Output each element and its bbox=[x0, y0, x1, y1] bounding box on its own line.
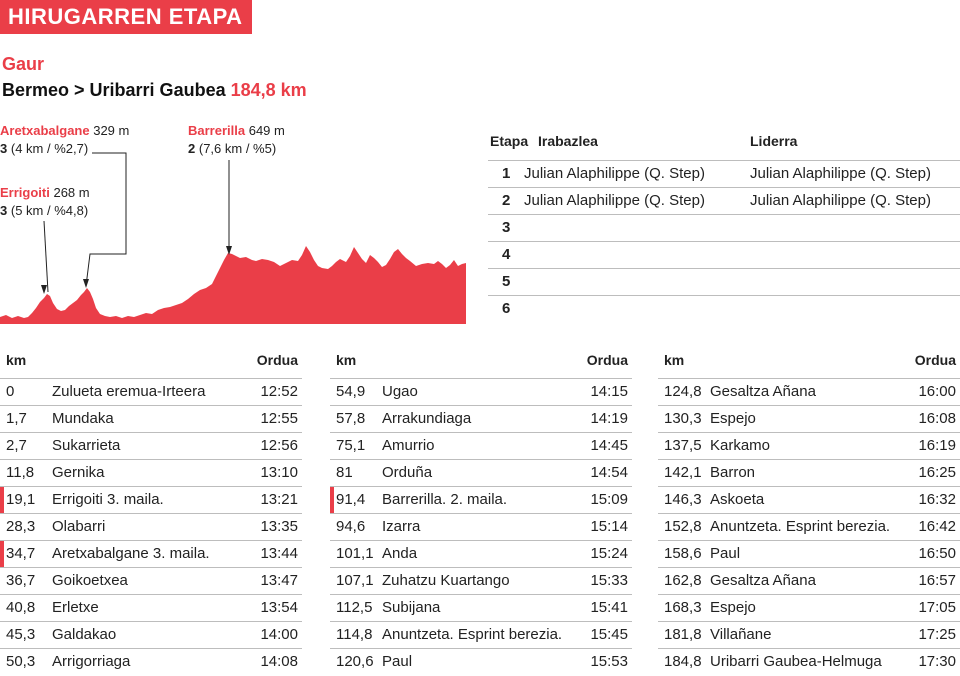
schedule-time: 16:19 bbox=[918, 437, 956, 454]
schedule-km: 120,6 bbox=[336, 653, 374, 670]
schedule-row bbox=[0, 594, 302, 621]
schedule-row bbox=[658, 486, 960, 513]
schedule-km: 94,6 bbox=[336, 518, 366, 535]
schedule-time: 14:08 bbox=[260, 653, 298, 670]
schedule-row bbox=[658, 540, 960, 567]
schedule-time: 16:32 bbox=[918, 491, 956, 508]
schedule-row bbox=[330, 513, 632, 540]
header-winner: Irabazlea bbox=[538, 133, 598, 149]
stage-row bbox=[488, 160, 960, 187]
schedule-row bbox=[658, 405, 960, 432]
schedule-time: 15:33 bbox=[590, 572, 628, 589]
schedule-time: 16:08 bbox=[918, 410, 956, 427]
header-km: km bbox=[6, 352, 27, 368]
schedule-place: Karkamo bbox=[710, 437, 771, 454]
schedule-km: 130,3 bbox=[664, 410, 702, 427]
schedule-row bbox=[330, 567, 632, 594]
schedule-km: 142,1 bbox=[664, 464, 702, 481]
schedule-column-1 bbox=[0, 346, 302, 675]
schedule-km: 1,7 bbox=[6, 410, 27, 427]
schedule-time: 12:56 bbox=[260, 437, 298, 454]
schedule-row bbox=[330, 459, 632, 486]
schedule-place: Mundaka bbox=[52, 410, 114, 427]
header-time: Ordua bbox=[256, 352, 298, 368]
schedule-place: Barron bbox=[710, 464, 756, 481]
schedule-time: 15:09 bbox=[590, 491, 628, 508]
schedule-km: 112,5 bbox=[336, 599, 373, 616]
route-title bbox=[2, 80, 307, 101]
schedule-time: 15:53 bbox=[590, 653, 628, 670]
stage-number: 3 bbox=[502, 219, 511, 236]
climb-name: Errigoiti bbox=[0, 185, 50, 200]
schedule-time: 14:15 bbox=[590, 383, 628, 400]
schedule-place: Gesaltza Añana bbox=[710, 572, 816, 589]
schedule-header bbox=[330, 346, 632, 378]
schedule-place: Erletxe bbox=[52, 599, 99, 616]
schedule-row bbox=[658, 621, 960, 648]
arrow-head-aretxabalgane bbox=[83, 279, 89, 288]
schedule-place: Ugao bbox=[382, 383, 418, 400]
schedule-row bbox=[330, 594, 632, 621]
schedule-time: 15:45 bbox=[590, 626, 628, 643]
schedule-time: 16:57 bbox=[918, 572, 956, 589]
schedule-row bbox=[330, 432, 632, 459]
schedule-place: Galdakao bbox=[52, 626, 117, 643]
schedule-km: 158,6 bbox=[664, 545, 702, 562]
schedule-km: 184,8 bbox=[664, 653, 702, 670]
climb-category: 3 bbox=[0, 203, 8, 218]
schedule-time: 13:47 bbox=[260, 572, 298, 589]
schedule-km: 34,7 bbox=[6, 545, 36, 562]
schedule-time: 17:30 bbox=[918, 653, 956, 670]
schedule-km: 2,7 bbox=[6, 437, 27, 454]
schedule-time: 17:25 bbox=[918, 626, 956, 643]
climb-detail: (7,6 km / %5) bbox=[198, 141, 277, 156]
schedule-row bbox=[330, 621, 632, 648]
schedule-row bbox=[0, 486, 302, 513]
schedule-time: 16:50 bbox=[918, 545, 956, 562]
stage-leader: Julian Alaphilippe (Q. Step) bbox=[750, 192, 931, 209]
climb-category: 3 bbox=[0, 141, 8, 156]
schedule-km: 50,3 bbox=[6, 653, 36, 670]
stage-table-header bbox=[488, 128, 960, 160]
schedule-km: 91,4 bbox=[336, 491, 366, 508]
schedule-km: 57,8 bbox=[336, 410, 366, 427]
schedule-row bbox=[0, 621, 302, 648]
schedule-time: 12:52 bbox=[260, 383, 298, 400]
schedule-place: Orduña bbox=[382, 464, 433, 481]
schedule-header bbox=[658, 346, 960, 378]
schedule-time: 13:44 bbox=[260, 545, 298, 562]
schedule-place: Amurrio bbox=[382, 437, 435, 454]
schedule-time: 16:42 bbox=[918, 518, 956, 535]
schedule-time: 15:14 bbox=[590, 518, 628, 535]
schedule-time: 13:54 bbox=[260, 599, 298, 616]
schedule-row bbox=[658, 432, 960, 459]
schedule-time: 12:55 bbox=[260, 410, 298, 427]
schedule-time: 14:45 bbox=[590, 437, 628, 454]
schedule-place: Askoeta bbox=[710, 491, 765, 508]
stage-number: 5 bbox=[502, 273, 511, 290]
schedule-km: 0 bbox=[6, 383, 15, 400]
header-km: km bbox=[336, 352, 357, 368]
schedule-time: 14:19 bbox=[590, 410, 628, 427]
schedule-km: 19,1 bbox=[6, 491, 36, 508]
stage-number: 2 bbox=[502, 192, 511, 209]
schedule-row bbox=[658, 378, 960, 405]
schedule-row bbox=[330, 486, 632, 513]
schedule-place: Goikoetxea bbox=[52, 572, 128, 589]
schedule-time: 17:05 bbox=[918, 599, 956, 616]
climb-label-barrerilla bbox=[188, 122, 285, 158]
schedule-place: Anda bbox=[382, 545, 418, 562]
schedule-row bbox=[330, 405, 632, 432]
header-time: Ordua bbox=[586, 352, 628, 368]
schedule-km: 101,1 bbox=[336, 545, 374, 562]
schedule-row bbox=[0, 432, 302, 459]
schedule-place: Zulueta eremua-Irteera bbox=[52, 383, 206, 400]
schedule-row bbox=[0, 567, 302, 594]
climb-name: Aretxabalgane bbox=[0, 123, 90, 138]
schedule-km: 11,8 bbox=[6, 464, 35, 481]
schedule-place: Villañane bbox=[710, 626, 772, 643]
schedule-km: 54,9 bbox=[336, 383, 366, 400]
schedule-km: 162,8 bbox=[664, 572, 702, 589]
stage-row bbox=[488, 187, 960, 214]
schedule-place: Espejo bbox=[710, 599, 756, 616]
schedule-km: 137,5 bbox=[664, 437, 702, 454]
schedule-header bbox=[0, 346, 302, 378]
profile-area bbox=[0, 246, 466, 324]
climb-altitude: 649 m bbox=[248, 123, 285, 138]
stage-winner: Julian Alaphilippe (Q. Step) bbox=[524, 165, 705, 182]
route-distance: 184,8 km bbox=[230, 80, 307, 100]
schedule-row bbox=[330, 540, 632, 567]
stage-row bbox=[488, 268, 960, 295]
climb-detail: (4 km / %2,7) bbox=[10, 141, 89, 156]
schedule-row bbox=[0, 459, 302, 486]
schedule-row bbox=[658, 513, 960, 540]
stage-number: 4 bbox=[502, 246, 511, 263]
schedule-place: Sukarrieta bbox=[52, 437, 121, 454]
schedule-place: Errigoiti 3. maila. bbox=[52, 491, 164, 508]
schedule-place: Barrerilla. 2. maila. bbox=[382, 491, 508, 508]
schedule-row bbox=[658, 594, 960, 621]
schedule-km: 146,3 bbox=[664, 491, 702, 508]
schedule-km: 181,8 bbox=[664, 626, 702, 643]
pointer-aretxabalgane bbox=[86, 153, 126, 286]
stage-row bbox=[488, 241, 960, 268]
schedule-column-3 bbox=[658, 346, 960, 675]
schedule-column-2 bbox=[330, 346, 632, 675]
schedule-km: 168,3 bbox=[664, 599, 702, 616]
schedule-row bbox=[658, 459, 960, 486]
schedule-place: Paul bbox=[710, 545, 741, 562]
arrow-head-errigoiti bbox=[41, 285, 47, 294]
schedule-time: 15:41 bbox=[590, 599, 628, 616]
schedule-place: Gernika bbox=[52, 464, 105, 481]
schedule-km: 45,3 bbox=[6, 626, 36, 643]
schedule-time: 16:00 bbox=[918, 383, 956, 400]
schedule-place: Espejo bbox=[710, 410, 756, 427]
schedule-km: 114,8 bbox=[336, 626, 373, 643]
schedule-time: 13:10 bbox=[260, 464, 298, 481]
stage-banner: HIRUGARREN ETAPA bbox=[0, 0, 252, 34]
stage-winner: Julian Alaphilippe (Q. Step) bbox=[524, 192, 705, 209]
schedule-place: Zuhatzu Kuartango bbox=[382, 572, 510, 589]
climb-category: 2 bbox=[188, 141, 196, 156]
subtitle: Gaur bbox=[2, 54, 45, 74]
schedule-row bbox=[0, 513, 302, 540]
schedule-place: Arrigorriaga bbox=[52, 653, 131, 670]
schedule-place: Olabarri bbox=[52, 518, 106, 535]
schedule-row bbox=[0, 405, 302, 432]
schedule-row bbox=[658, 648, 960, 675]
stage-results-table bbox=[488, 128, 960, 322]
header-km: km bbox=[664, 352, 685, 368]
schedule-km: 124,8 bbox=[664, 383, 702, 400]
climb-altitude: 268 m bbox=[53, 185, 90, 200]
schedule-km: 36,7 bbox=[6, 572, 36, 589]
climb-name: Barrerilla bbox=[188, 123, 246, 138]
schedule-km: 75,1 bbox=[336, 437, 366, 454]
schedule-place: Gesaltza Añana bbox=[710, 383, 816, 400]
schedule-place: Uribarri Gaubea-Helmuga bbox=[710, 653, 882, 670]
schedule-place: Anuntzeta. Esprint berezia. bbox=[382, 626, 563, 643]
climb-label-errigoiti bbox=[0, 184, 90, 220]
schedule-place: Paul bbox=[382, 653, 413, 670]
schedule-row bbox=[0, 378, 302, 405]
schedule-row bbox=[658, 567, 960, 594]
schedule-km: 40,8 bbox=[6, 599, 36, 616]
stage-number: 6 bbox=[502, 300, 511, 317]
schedule-time: 13:35 bbox=[260, 518, 298, 535]
stage-leader: Julian Alaphilippe (Q. Step) bbox=[750, 165, 931, 182]
schedule-km: 81 bbox=[336, 464, 353, 481]
climb-label-aretxabalgane bbox=[0, 122, 129, 158]
elevation-profile bbox=[0, 120, 470, 330]
schedule-row bbox=[0, 648, 302, 675]
schedule-time: 16:25 bbox=[918, 464, 956, 481]
schedule-place: Anuntzeta. Esprint berezia. bbox=[710, 518, 891, 535]
climb-detail: (5 km / %4,8) bbox=[10, 203, 89, 218]
pointer-errigoiti bbox=[44, 221, 48, 292]
stage-number: 1 bbox=[502, 165, 511, 182]
schedule-place: Arrakundiaga bbox=[382, 410, 472, 427]
schedule-row bbox=[0, 540, 302, 567]
schedule-time: 14:54 bbox=[590, 464, 628, 481]
route-text: Bermeo > Uribarri Gaubea bbox=[2, 80, 226, 100]
schedule-time: 15:24 bbox=[590, 545, 628, 562]
schedule-row bbox=[330, 648, 632, 675]
schedule-km: 107,1 bbox=[336, 572, 374, 589]
header-stage: Etapa bbox=[490, 133, 529, 149]
stage-row bbox=[488, 214, 960, 241]
schedule-time: 13:21 bbox=[260, 491, 298, 508]
schedule-place: Izarra bbox=[382, 518, 421, 535]
schedule-km: 28,3 bbox=[6, 518, 36, 535]
climb-altitude: 329 m bbox=[93, 123, 130, 138]
schedule-row bbox=[330, 378, 632, 405]
stage-row bbox=[488, 295, 960, 322]
schedule-place: Aretxabalgane 3. maila. bbox=[52, 545, 210, 562]
header-leader: Liderra bbox=[750, 133, 798, 149]
schedule-time: 14:00 bbox=[260, 626, 298, 643]
arrow-head-barrerilla bbox=[226, 246, 232, 255]
schedule-km: 152,8 bbox=[664, 518, 702, 535]
header-time: Ordua bbox=[914, 352, 956, 368]
schedule-place: Subijana bbox=[382, 599, 441, 616]
